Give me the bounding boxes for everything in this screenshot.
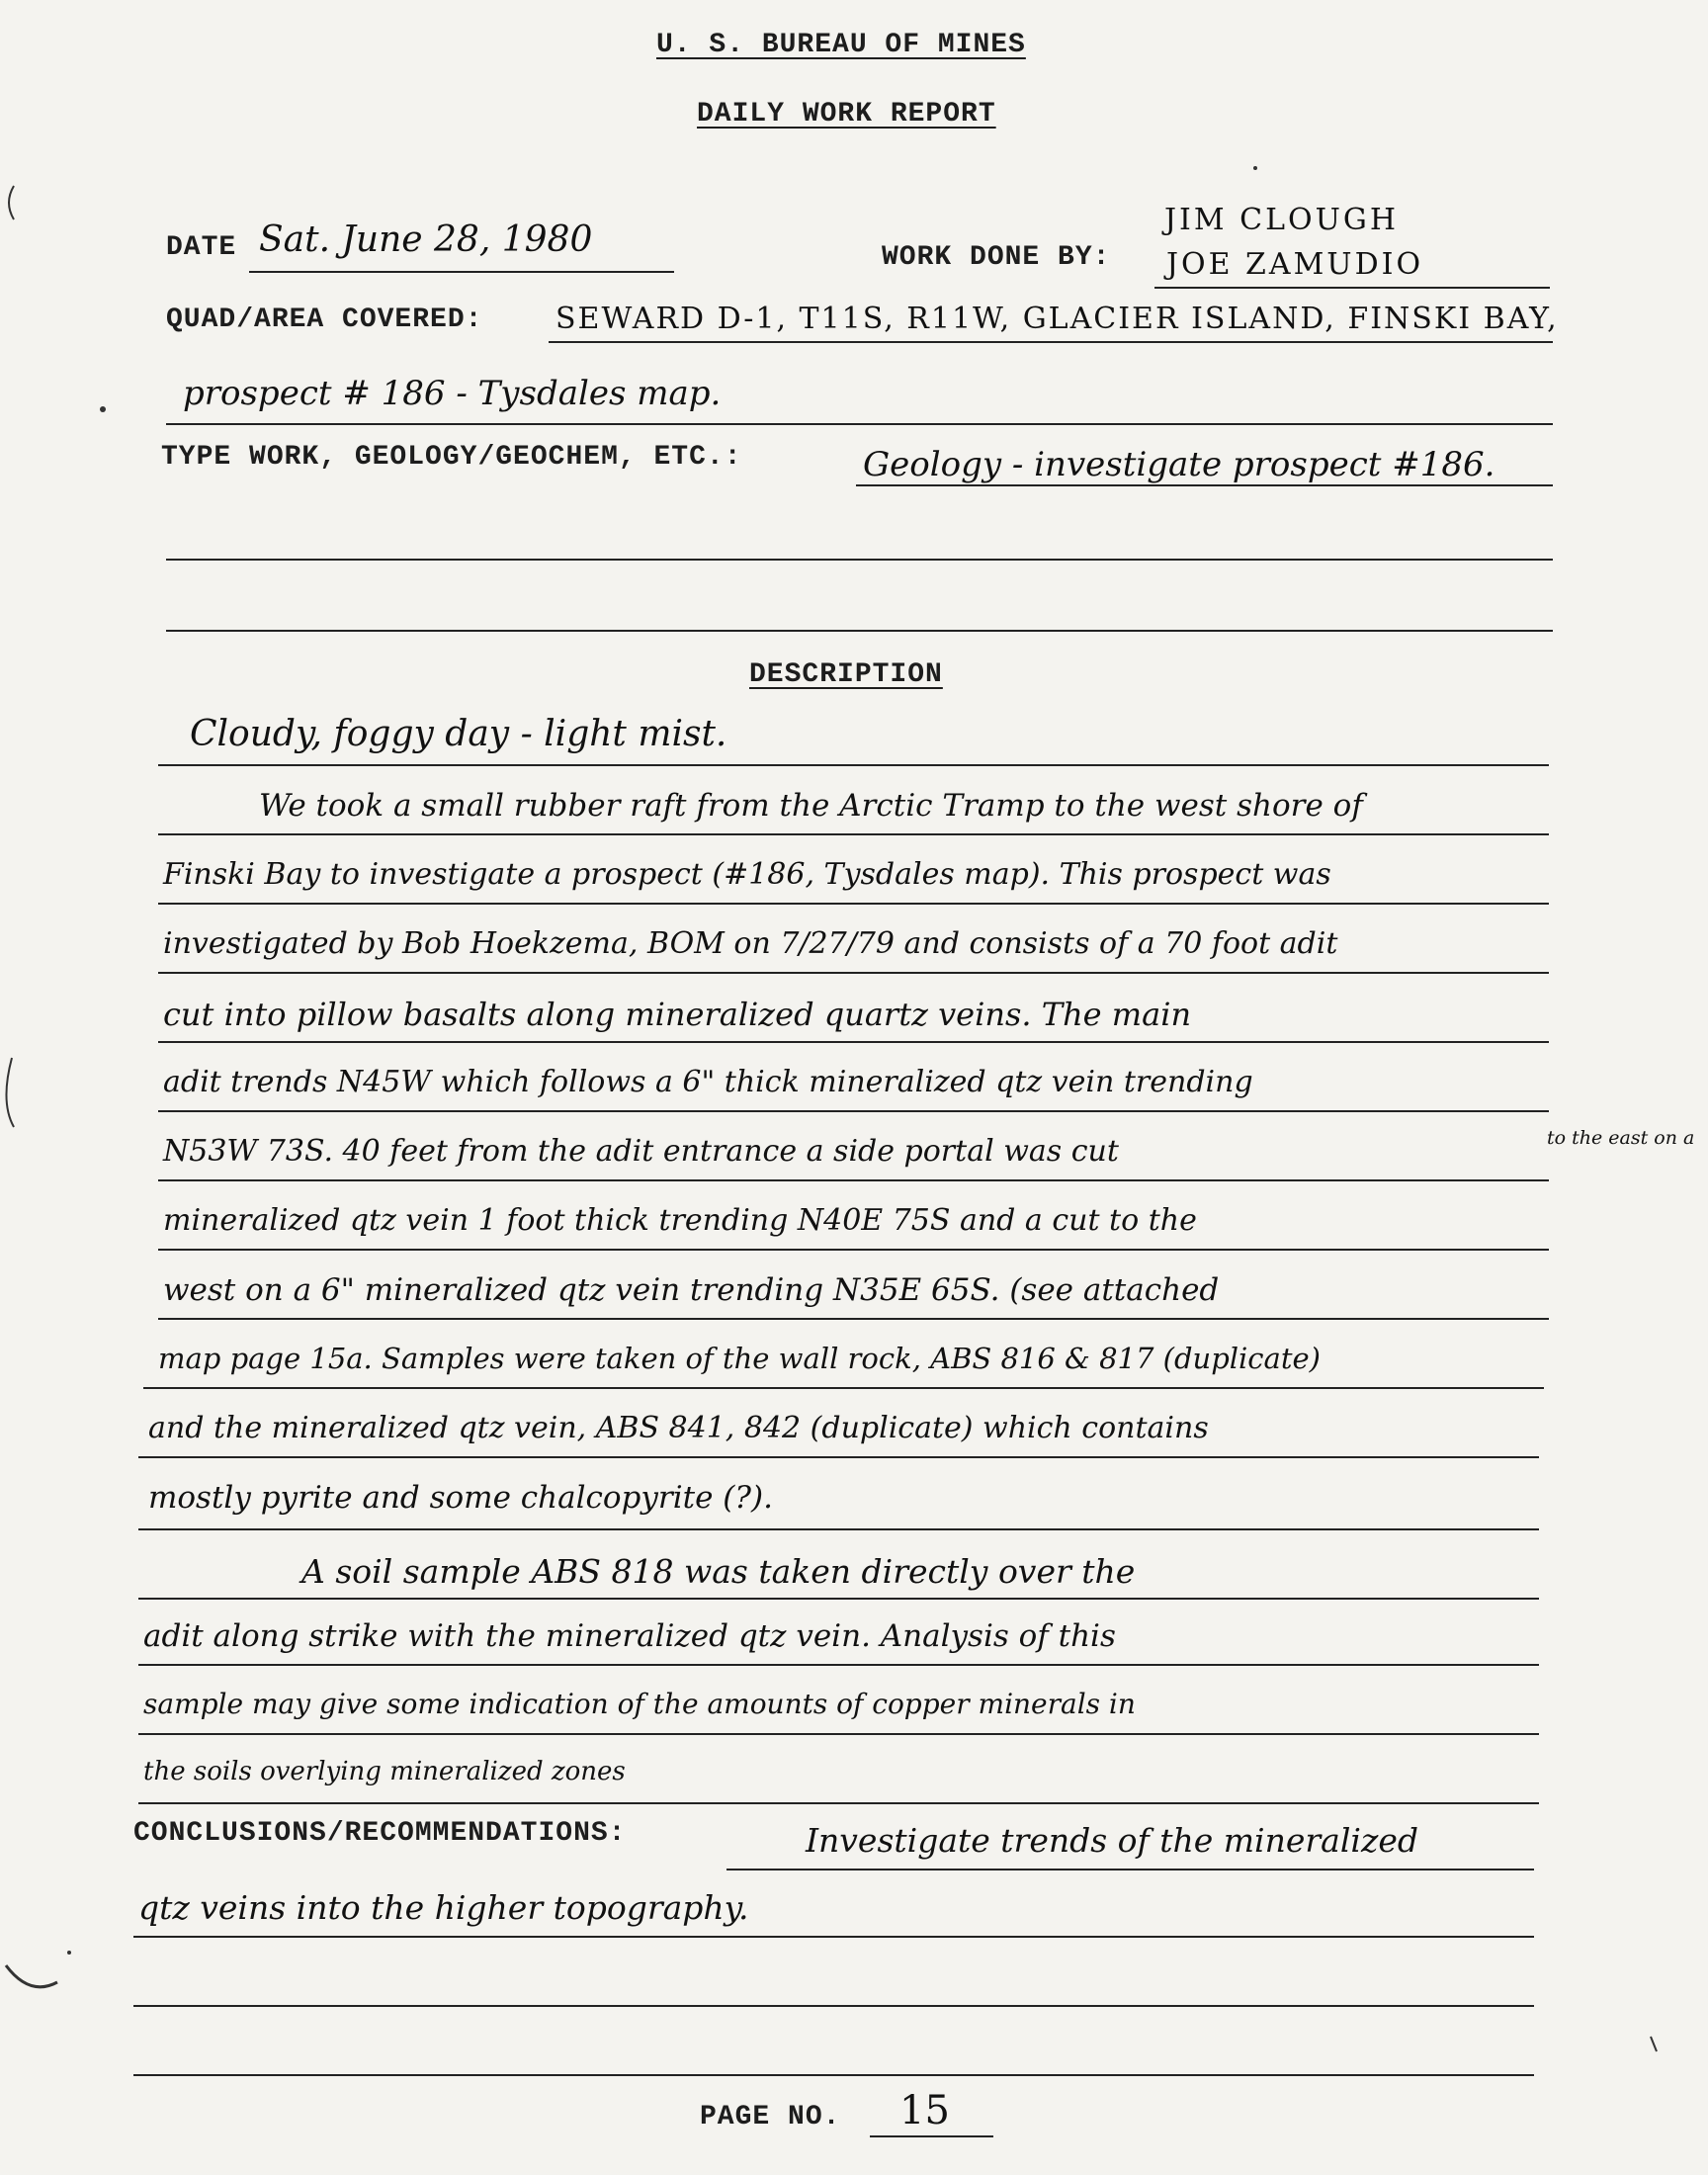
description-line: N53W 73S. 40 feet from the adit entrance a side portal was cut (163, 1134, 1119, 1169)
page-number-label: PAGE NO. (700, 2102, 841, 2132)
type-work-label: TYPE WORK, GEOLOGY/GEOCHEM, ETC.: (161, 442, 742, 473)
description-line: and the mineralized qtz vein, ABS 841, 842 (duplicate) which contains (148, 1411, 1209, 1445)
description-line: sample may give some indication of the amounts of copper minerals in (143, 1688, 1136, 1720)
description-heading: DESCRIPTION (749, 659, 943, 690)
description-line: Cloudy, foggy day - light mist. (190, 714, 727, 754)
scan-mark (6, 1058, 14, 1127)
conclusions-line-1: Investigate trends of the mineralized (806, 1821, 1418, 1860)
description-line: west on a 6" mineralized qtz vein trending N35E 65S. (see attached (163, 1272, 1220, 1308)
scan-mark (6, 1965, 57, 1987)
description-line: mostly pyrite and some chalcopyrite (?). (148, 1480, 773, 1516)
scan-mark (9, 186, 14, 219)
description-line: adit trends N45W which follows a 6" thick mineralized qtz vein trending (163, 1065, 1253, 1099)
description-line: mineralized qtz vein 1 foot thick trending N40E 75S and a cut to the (163, 1203, 1197, 1238)
worker-name-2: JOE ZAMUDIO (1166, 247, 1424, 282)
quad-area-label: QUAD/AREA COVERED: (166, 304, 483, 335)
date-label: DATE (166, 232, 237, 263)
quad-area-value-line-1: SEWARD D-1, T11S, R11W, GLACIER ISLAND, FINSKI BAY, (555, 302, 1559, 336)
scan-mark (1651, 2037, 1657, 2051)
page-number-value: 15 (899, 2088, 950, 2133)
description-line: A soil sample ABS 818 was taken directly over the (301, 1552, 1136, 1591)
scan-speck (100, 406, 106, 412)
description-line: We took a small rubber raft from the Arctic Tramp to the west shore of (259, 788, 1363, 824)
worker-name-1: JIM CLOUGH (1164, 203, 1400, 237)
work-done-by-label: WORK DONE BY: (882, 242, 1111, 273)
description-line: cut into pillow basalts along mineralized quartz veins. The main (163, 996, 1192, 1033)
description-line: adit along strike with the mineralized qtz vein. Analysis of this (143, 1618, 1116, 1654)
description-line: the soils overlying mineralized zones (143, 1757, 626, 1786)
type-work-value: Geology - investigate prospect #186. (863, 445, 1495, 484)
conclusions-label: CONCLUSIONS/RECOMMENDATIONS: (133, 1818, 627, 1849)
agency-header: U. S. BUREAU OF MINES (656, 30, 1026, 60)
quad-area-value-line-2: prospect # 186 - Tysdales map. (183, 374, 722, 413)
date-value: Sat. June 28, 1980 (259, 219, 593, 260)
scan-speck (67, 1951, 71, 1955)
scan-speck (1253, 166, 1257, 170)
conclusions-line-2: qtz veins into the higher topography. (138, 1888, 749, 1927)
description-line: Finski Bay to investigate a prospect (#186, Tysdales map). This prospect was (163, 857, 1331, 892)
description-line: investigated by Bob Hoekzema, BOM on 7/27/79 and consists of a 70 foot adit (163, 926, 1338, 961)
description-line: map page 15a. Samples were taken of the wall rock, ABS 816 & 817 (duplicate) (158, 1342, 1321, 1375)
form-title: DAILY WORK REPORT (697, 99, 996, 130)
margin-note: to the east on a (1547, 1127, 1695, 1149)
